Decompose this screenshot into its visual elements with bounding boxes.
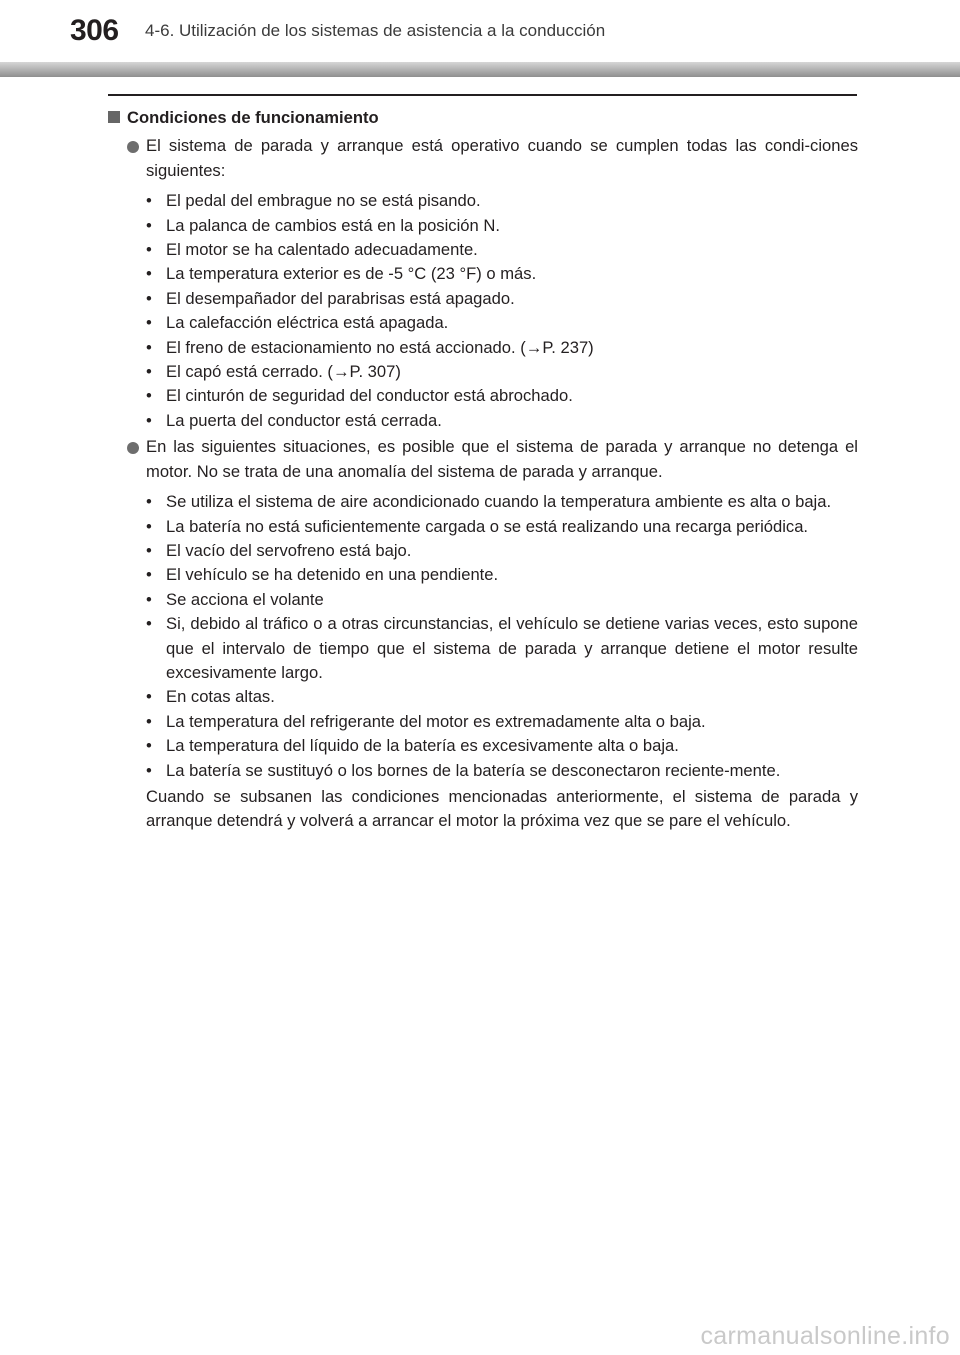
- list-item: • El cinturón de seguridad del conductor está abrochado.: [166, 384, 858, 408]
- list-item: • La temperatura del refrigerante del motor es extremadamente alta o baja.: [166, 710, 858, 734]
- point-text: En las siguientes situaciones, es posible que el sistema de parada y arranque no detenga el motor. No se trata de una anomalía del sistema de parada y arranque.: [146, 437, 858, 481]
- header-bar: [0, 62, 960, 77]
- list-item: • Se acciona el volante: [166, 588, 858, 612]
- circle-bullet-icon: [127, 141, 139, 153]
- list-item: • La puerta del conductor está cerrada.: [166, 409, 858, 433]
- section-divider: [108, 94, 857, 96]
- list-item: • La temperatura exterior es de -5 °C (23 °F) o más.: [166, 262, 858, 286]
- section-heading: Condiciones de funcionamiento: [108, 106, 858, 130]
- list-item: • El pedal del embrague no se está pisando.: [166, 189, 858, 213]
- list-item: • El vacío del servofreno está bajo.: [166, 539, 858, 563]
- list-item: • La batería no está suficientemente cargada o se está realizando una recarga periódica.: [166, 515, 858, 539]
- situations-list: [108, 490, 858, 783]
- page-number: 306: [70, 14, 119, 47]
- point-text: El sistema de parada y arranque está operativo cuando se cumplen todas las condi-ciones siguientes:: [146, 136, 858, 180]
- page-content: [108, 106, 858, 834]
- list-item: • El capó está cerrado. (→P. 307): [166, 360, 858, 384]
- list-item: • El motor se ha calentado adecuadamente.: [166, 238, 858, 262]
- list-item: • Se utiliza el sistema de aire acondicionado cuando la temperatura ambiente es alta o baja.: [166, 490, 858, 514]
- closing-paragraph: Cuando se subsanen las condiciones mencionadas anteriormente, el sistema de parada y arranque detendrá y volverá a arrancar el motor la próxima vez que se pare el vehículo.: [146, 786, 858, 831]
- condition-point: [108, 134, 858, 183]
- list-item: • Si, debido al tráfico o a otras circunstancias, el vehículo se detiene varias veces, esto supone que el intervalo de tiempo que el sistema de parada y arranque detiene el motor resulte excesivamente largo.: [166, 612, 858, 685]
- list-item: • La temperatura del líquido de la batería es excesivamente alta o baja.: [166, 734, 858, 758]
- list-item: • El freno de estacionamiento no está accionado. (→P. 237): [166, 336, 858, 360]
- chapter-title: 4-6. Utilización de los sistemas de asistencia a la conducción: [145, 21, 606, 40]
- list-item: • La palanca de cambios está en la posición N.: [166, 214, 858, 238]
- watermark: carmanualsonline.info: [700, 1322, 950, 1350]
- circle-bullet-icon: [127, 442, 139, 454]
- conditions-list: [108, 189, 858, 433]
- list-item: • La batería se sustituyó o los bornes de la batería se desconectaron reciente-mente.: [166, 759, 858, 783]
- list-item: • El desempañador del parabrisas está apagado.: [166, 287, 858, 311]
- square-bullet-icon: [108, 111, 120, 123]
- list-item: • El vehículo se ha detenido en una pendiente.: [166, 563, 858, 587]
- list-item: • En cotas altas.: [166, 685, 858, 709]
- list-item: • La calefacción eléctrica está apagada.: [166, 311, 858, 335]
- situations-point: [108, 435, 858, 484]
